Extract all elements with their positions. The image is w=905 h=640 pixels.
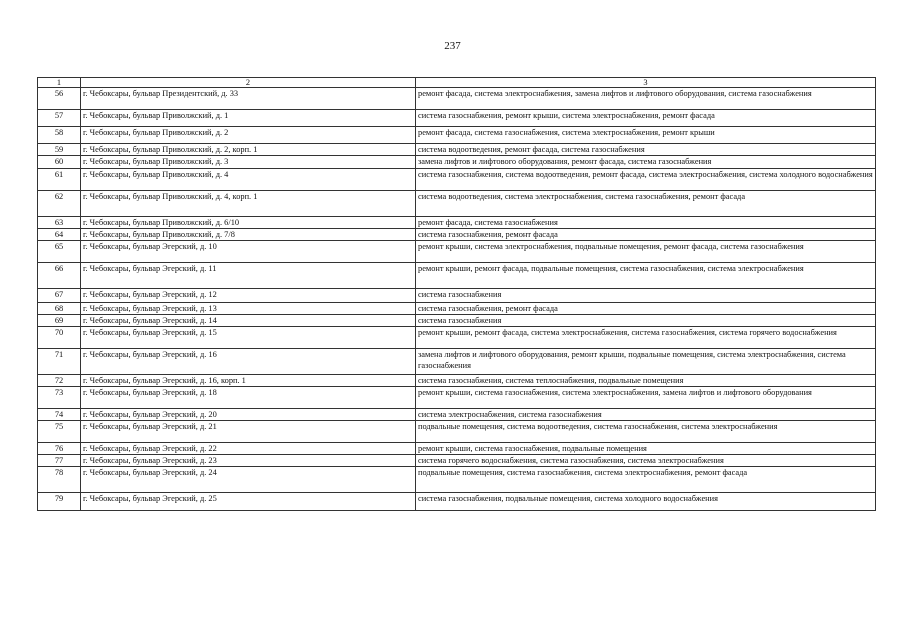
table-row: [38, 191, 876, 217]
row-address: г. Чебоксары, бульвар Эгерский, д. 25: [81, 493, 416, 511]
row-address: г. Чебоксары, бульвар Эгерский, д. 23: [81, 455, 416, 467]
row-works: ремонт крыши, ремонт фасада, подвальные помещения, система газоснабжения, система электроснабжения: [416, 263, 876, 289]
row-works: замена лифтов и лифтового оборудования, ремонт крыши, подвальные помещения, система электроснабжения, система газоснабжения: [416, 349, 876, 375]
row-address: г. Чебоксары, бульвар Эгерский, д. 18: [81, 387, 416, 409]
row-number: 60: [38, 156, 81, 169]
row-works: ремонт крыши, ремонт фасада, система электроснабжения, система газоснабжения, система горячего водоснабжения: [416, 327, 876, 349]
row-address: г. Чебоксары, бульвар Эгерский, д. 14: [81, 315, 416, 327]
row-number: 59: [38, 144, 81, 156]
row-number: 73: [38, 387, 81, 409]
table-row: [38, 217, 876, 229]
table-row: [38, 409, 876, 421]
row-number: 70: [38, 327, 81, 349]
row-address: г. Чебоксары, бульвар Эгерский, д. 21: [81, 421, 416, 443]
row-works: подвальные помещения, система водоотведения, система газоснабжения, система электроснабжения: [416, 421, 876, 443]
row-number: 78: [38, 467, 81, 493]
row-works: система газоснабжения, система теплоснабжения, подвальные помещения: [416, 375, 876, 387]
row-number: 71: [38, 349, 81, 375]
table-row: [38, 443, 876, 455]
row-works: система газоснабжения, система водоотведения, ремонт фасада, система электроснабжения, система холодного водоснабжения: [416, 169, 876, 191]
table-header-row: [38, 78, 876, 88]
table-row: [38, 455, 876, 467]
row-address: г. Чебоксары, бульвар Приволжский, д. 3: [81, 156, 416, 169]
row-address: г. Чебоксары, бульвар Эгерский, д. 12: [81, 289, 416, 303]
table-row: [38, 467, 876, 493]
row-number: 75: [38, 421, 81, 443]
row-number: 61: [38, 169, 81, 191]
row-works: система водоотведения, ремонт фасада, система газоснабжения: [416, 144, 876, 156]
table-row: [38, 289, 876, 303]
row-number: 74: [38, 409, 81, 421]
row-works: система газоснабжения, подвальные помещения, система холодного водоснабжения: [416, 493, 876, 511]
column-header-2: 2: [81, 78, 416, 88]
table-row: [38, 229, 876, 241]
table-row: [38, 327, 876, 349]
row-address: г. Чебоксары, бульвар Эгерский, д. 16: [81, 349, 416, 375]
row-address: г. Чебоксары, бульвар Эгерский, д. 10: [81, 241, 416, 263]
row-works: замена лифтов и лифтового оборудования, ремонт фасада, система газоснабжения: [416, 156, 876, 169]
table-row: [38, 349, 876, 375]
row-number: 76: [38, 443, 81, 455]
table-row: [38, 241, 876, 263]
row-works: система водоотведения, система электроснабжения, система газоснабжения, ремонт фасада: [416, 191, 876, 217]
table-row: [38, 315, 876, 327]
works-table: [37, 77, 876, 511]
row-works: подвальные помещения, система газоснабжения, система электроснабжения, ремонт фасада: [416, 467, 876, 493]
table-row: [38, 144, 876, 156]
row-number: 56: [38, 88, 81, 110]
row-number: 66: [38, 263, 81, 289]
row-number: 57: [38, 110, 81, 127]
row-works: система электроснабжения, система газоснабжения: [416, 409, 876, 421]
row-number: 68: [38, 303, 81, 315]
row-address: г. Чебоксары, бульвар Эгерский, д. 11: [81, 263, 416, 289]
table-row: [38, 88, 876, 110]
row-number: 72: [38, 375, 81, 387]
row-works: ремонт крыши, система электроснабжения, подвальные помещения, ремонт фасада, система газоснабжения: [416, 241, 876, 263]
row-address: г. Чебоксары, бульвар Приволжский, д. 4: [81, 169, 416, 191]
row-address: г. Чебоксары, бульвар Приволжский, д. 4, корп. 1: [81, 191, 416, 217]
column-header-1: 1: [38, 78, 81, 88]
table-row: [38, 169, 876, 191]
row-address: г. Чебоксары, бульвар Президентский, д. 33: [81, 88, 416, 110]
table-row: [38, 387, 876, 409]
table-row: [38, 127, 876, 144]
table-row: [38, 493, 876, 511]
row-works: система газоснабжения, ремонт фасада: [416, 303, 876, 315]
row-number: 65: [38, 241, 81, 263]
row-address: г. Чебоксары, бульвар Приволжский, д. 7/8: [81, 229, 416, 241]
row-works: система газоснабжения: [416, 289, 876, 303]
row-works: система горячего водоснабжения, система газоснабжения, система электроснабжения: [416, 455, 876, 467]
row-number: 79: [38, 493, 81, 511]
page-number: 237: [444, 40, 461, 52]
table-row: [38, 303, 876, 315]
table-row: [38, 110, 876, 127]
table-row: [38, 375, 876, 387]
row-number: 58: [38, 127, 81, 144]
table-row: [38, 263, 876, 289]
row-number: 62: [38, 191, 81, 217]
row-works: ремонт фасада, система электроснабжения, замена лифтов и лифтового оборудования, система газоснабжения: [416, 88, 876, 110]
row-address: г. Чебоксары, бульвар Эгерский, д. 24: [81, 467, 416, 493]
row-number: 64: [38, 229, 81, 241]
row-works: система газоснабжения, ремонт крыши, система электроснабжения, ремонт фасада: [416, 110, 876, 127]
row-works: система газоснабжения, ремонт фасада: [416, 229, 876, 241]
row-works: ремонт крыши, система газоснабжения, система электроснабжения, замена лифтов и лифтового оборудования: [416, 387, 876, 409]
row-address: г. Чебоксары, бульвар Приволжский, д. 2: [81, 127, 416, 144]
row-works: ремонт фасада, система газоснабжения, система электроснабжения, ремонт крыши: [416, 127, 876, 144]
row-address: г. Чебоксары, бульвар Приволжский, д. 2, корп. 1: [81, 144, 416, 156]
row-address: г. Чебоксары, бульвар Эгерский, д. 22: [81, 443, 416, 455]
row-address: г. Чебоксары, бульвар Приволжский, д. 6/10: [81, 217, 416, 229]
row-address: г. Чебоксары, бульвар Эгерский, д. 16, корп. 1: [81, 375, 416, 387]
column-header-3: 3: [416, 78, 876, 88]
row-number: 77: [38, 455, 81, 467]
row-works: ремонт крыши, система газоснабжения, подвальные помещения: [416, 443, 876, 455]
row-number: 69: [38, 315, 81, 327]
table-row: [38, 156, 876, 169]
table-row: [38, 421, 876, 443]
row-address: г. Чебоксары, бульвар Приволжский, д. 1: [81, 110, 416, 127]
row-number: 67: [38, 289, 81, 303]
row-address: г. Чебоксары, бульвар Эгерский, д. 13: [81, 303, 416, 315]
row-address: г. Чебоксары, бульвар Эгерский, д. 15: [81, 327, 416, 349]
row-works: система газоснабжения: [416, 315, 876, 327]
row-number: 63: [38, 217, 81, 229]
row-works: ремонт фасада, система газоснабжения: [416, 217, 876, 229]
row-address: г. Чебоксары, бульвар Эгерский, д. 20: [81, 409, 416, 421]
